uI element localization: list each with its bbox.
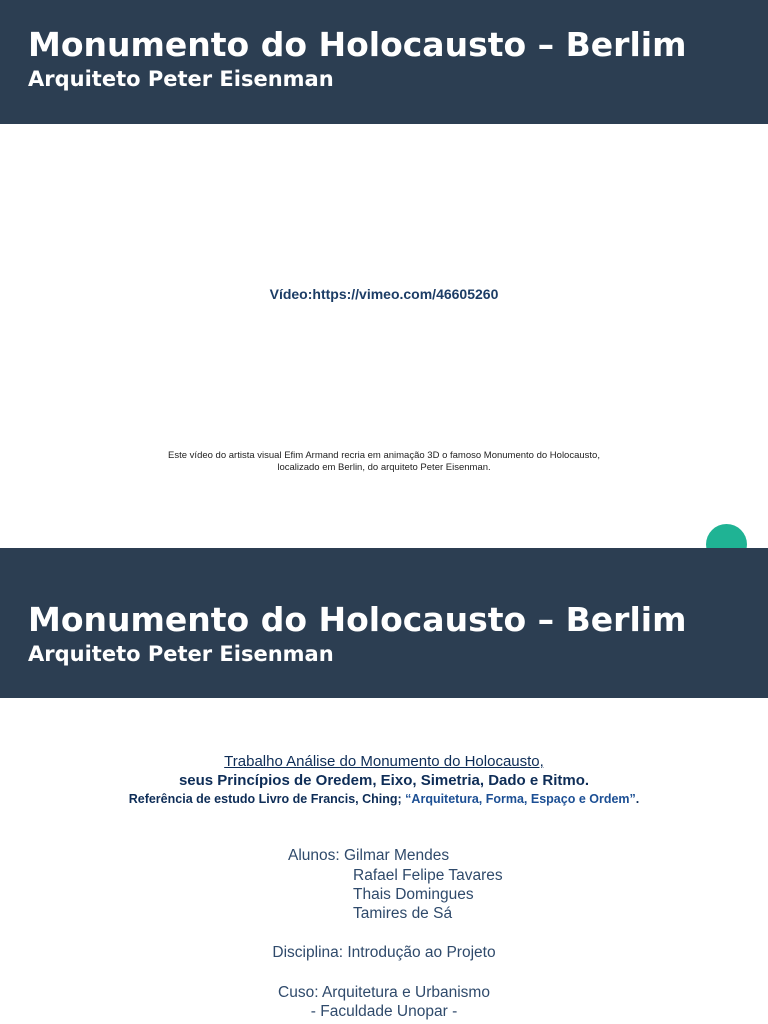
video-caption <box>134 450 634 474</box>
slide1-subtitle: Arquiteto Peter Eisenman <box>28 67 334 91</box>
students-label: Alunos: Gilmar Mendes <box>288 847 450 864</box>
reference-prefix: Referência de estudo Livro de Francis, Ching; <box>128 792 406 806</box>
video-link[interactable]: Vídeo:https://vimeo.com/46605260 <box>269 286 499 302</box>
slide2-title: Monumento do Holocausto – Berlim <box>28 600 687 639</box>
student-name: Rafael Felipe Tavares <box>353 867 503 884</box>
student-name: Tamires de Sá <box>353 905 453 922</box>
course: Cuso: Arquitetura e Urbanismo <box>278 984 490 1001</box>
slide1-header <box>0 0 768 124</box>
discipline: Disciplina: Introdução ao Projeto <box>272 944 496 961</box>
reference-book: “Arquitetura, Forma, Espaço e Ordem” <box>405 792 636 806</box>
slide2-subtitle: Arquiteto Peter Eisenman <box>28 642 334 666</box>
faculty: - Faculdade Unopar - <box>310 1003 458 1020</box>
caption-line-2: localizado em Berlin, do arquiteto Peter Eisenman. <box>277 462 491 473</box>
work-description <box>0 752 768 808</box>
work-title: Trabalho Análise do Monumento do Holocausto, <box>224 753 544 770</box>
reference-line <box>0 790 768 808</box>
caption-line-1: Este vídeo do artista visual Efim Armand recria em animação 3D o famoso Monumento do Holocausto, <box>168 450 600 461</box>
reference-end: . <box>635 792 640 806</box>
slide1-title: Monumento do Holocausto – Berlim <box>28 25 687 64</box>
work-subtitle: seus Princípios de Oredem, Eixo, Simetria, Dado e Ritmo. <box>178 772 590 789</box>
student-name: Thais Domingues <box>353 886 474 903</box>
slide2-header <box>0 548 768 698</box>
